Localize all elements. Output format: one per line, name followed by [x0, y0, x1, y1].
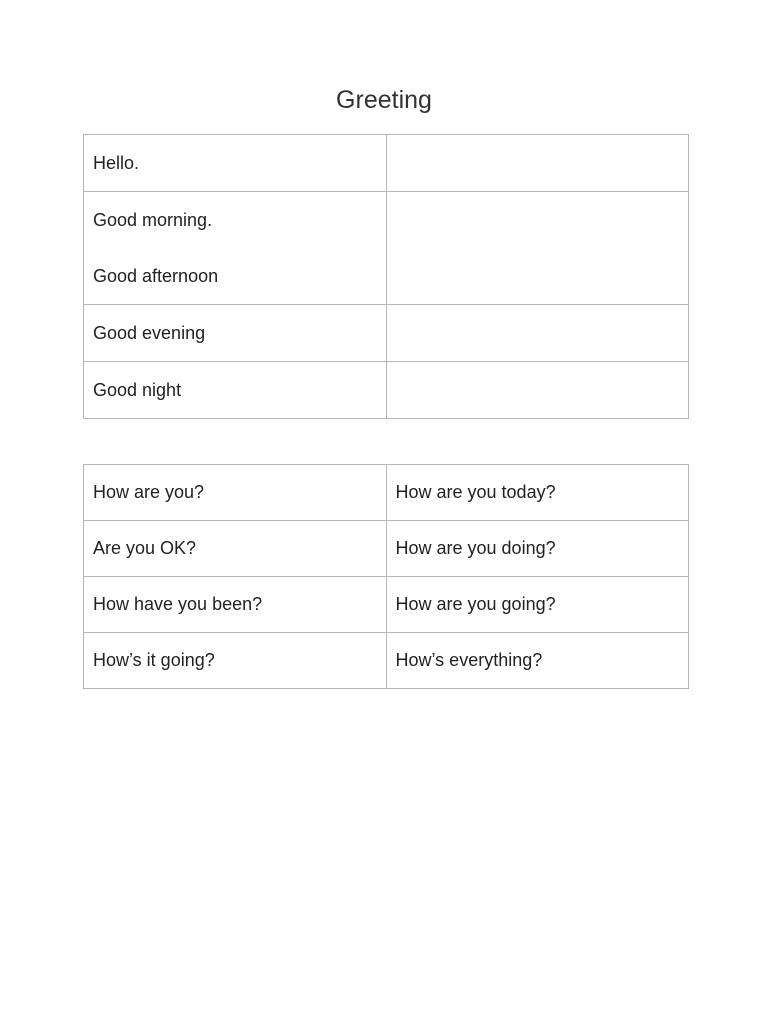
question-left: How’s it going?: [84, 633, 387, 689]
question-left: How have you been?: [84, 577, 387, 633]
greeting-text: Hello.: [93, 153, 140, 173]
table-cell-right: [386, 305, 689, 362]
table-row: [84, 577, 689, 633]
table-cell-left: [84, 305, 387, 362]
greeting-text: Good morning.: [93, 210, 213, 230]
table-cell-left: [84, 135, 387, 192]
question-right: How are you going?: [386, 577, 689, 633]
question-left: Are you OK?: [84, 521, 387, 577]
table-cell-right: [386, 362, 689, 419]
document-title: Greeting: [336, 86, 432, 114]
table-cell-right: [386, 192, 689, 305]
table-cell-right: [386, 135, 689, 192]
table-row: [84, 305, 689, 362]
table-row: [84, 633, 689, 689]
question-right: How are you today?: [386, 465, 689, 521]
table-cell-left: [84, 192, 387, 305]
greeting-text: Good afternoon: [93, 266, 219, 286]
table-row: [84, 192, 689, 305]
table-row: [84, 521, 689, 577]
greeting-text: Good evening: [93, 323, 206, 343]
greetings-table: [83, 134, 689, 419]
table-row: [84, 362, 689, 419]
table-cell-left: [84, 362, 387, 419]
table-row: [84, 135, 689, 192]
question-left: How are you?: [84, 465, 387, 521]
question-right: How’s everything?: [386, 633, 689, 689]
questions-table: [83, 464, 689, 689]
greeting-text: Good night: [93, 380, 182, 400]
table-row: [84, 465, 689, 521]
question-right: How are you doing?: [386, 521, 689, 577]
